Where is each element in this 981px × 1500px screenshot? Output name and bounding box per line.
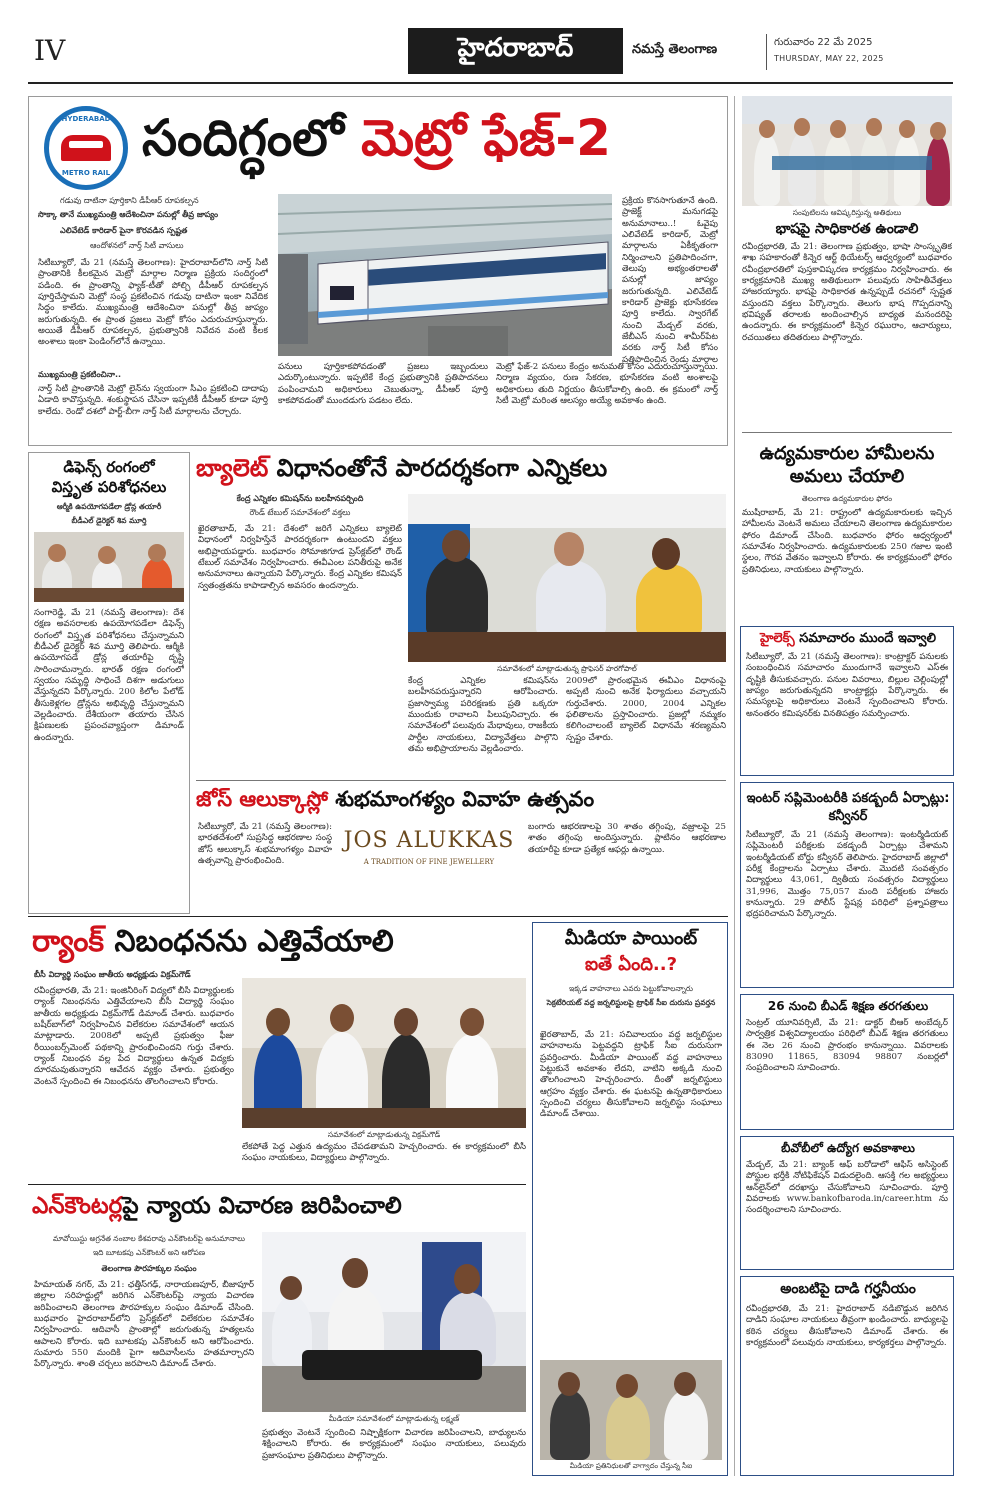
page-number: IV [34,34,66,67]
rank-headline-rest: నిబంధనను ఎత్తివేయాలి [114,924,394,959]
encounter-headline [32,1194,526,1218]
masthead [28,28,953,76]
right-mid-headline: ఉద్యమకారుల హామీలను అమలు చేయాలి [759,443,935,488]
lead-col1-subhead: ముఖ్యమంత్రి ప్రకటించినా.. [38,370,122,379]
media-sub-1: ఇక్కడ వాహనాలు ఎవరు పెట్టుకోవాలన్నారు [569,984,693,993]
metro-train-illustration [278,194,612,356]
defense-body: సంగారెడ్డి, మే 21 (నమస్తే తెలంగాణ): దేశ రక్షణ అవసరాలకు ఉపయోగపడేలా డిఫెన్స్ రంగంలో విస్తృత పరిశోధనలు చేస్తున్నామని బీడీఎల్ డైరెక్టర్ శివ మూర్తి తెలిపారు. ఆర్మీకి ఉపయోగపడే డ్రోన్ల తయారీపై దృష్టి సారించామన్నారు. భారత్ రక్షణ రంగంలో స్వయం సమృద్ధి సాధించే దిశగా అడుగులు వేస్తున్నదని పేర్కొన్నారు. 200 కిలోల పేలోడ్ తీసుకెళ్లగల డ్రోన్లను అభివృద్ధి చేస్తున్నామని వెల్లడించారు. దేశీయంగా తయారు చేసిన క్షిపణులకు ప్రపంచవ్యాప్తంగా డిమాండ్ ఉందన్నారు. [34,608,184,743]
rank-caption: సమావేశంలో మాట్లాడుతున్న విక్రమ్‌గౌడ్ [327,1130,441,1139]
rank-headline [32,926,532,958]
rank-col2: లేకపోతే పెద్ద ఎత్తున ఉద్యమం చేపడతామని హెచ్చరించారు. ఈ కార్యక్రమంలో బీసీ సంఘం నాయకులు, విద్యార్థులు పాల్గొన్నారు. [242,1142,526,1164]
hylex-headline-red: హైలెక్స్ [759,631,795,646]
bed-classes-body: సెంట్రల్ యూనివర్సిటీ, మే 21: డాక్టర్ బీఆర్ అంబేద్కర్ సార్వత్రిక విశ్వవిద్యాలయం పరిధిలో బీఎడ్ శిక్షణ తరగతులు ఈ నెల 26 నుంచి ప్రారంభం కానున్నాయి. వివరాలకు 83090 11865, 83094 98807 నంబర్లలో సంప్రదించాలని సూచించారు. [746,1018,948,1074]
media-body: ఖైరతాబాద్, మే 21: సచివాలయం వద్ద జర్నలిస్టుల వాహనాలను పెట్టవద్దని ట్రాఫిక్ సీఐ దురుసుగా ప్రవర్తించారు. మీడియా పాయింట్ వద్ద వాహనాలు పెట్టుకునే అవకాశం లేదని, వాటిని అక్కడి నుంచి తొలగించాలని హెచ్చరించారు. దీంతో జర్నలిస్టులు ఆగ్రహం వ్యక్తం చేశారు. ఈ ఘటనపై ఉన్నతాధికారులు స్పందించి చర్యలు తీసుకోవాలని జర్నలిస్టు సంఘాలు డిమాండ్ చేశాయి. [540,1030,722,1120]
rank-col1: రవీంద్రభారతి, మే 21: ఇంజినీరింగ్ విద్యలో బీసీ విద్యార్థులకు ర్యాంక్ నిబంధనను ఎత్తివేయాలని బీసీ విద్యార్థి సంఘం జాతీయ అధ్యక్షుడు విక్రమ్‌గౌడ్ డిమాండ్ చేశారు. బుధవారం బషీర్‌బాగ్‌లో నిర్వహించిన విలేకరుల సమావేశంలో ఆయన మాట్లాడారు. 2008లో అప్పటి ప్రభుత్వం ఫీజు రీయింబర్స్‌మెంట్ పథకాన్ని ప్రారంభించిందని గుర్తు చేశారు. ర్యాంక్ నిబంధన వల్ల పేద విద్యార్థులు ఉన్నత విద్యకు దూరమవుతున్నారని ఆవేదన వ్యక్తం చేశారు. ప్రభుత్వం వెంటనే స్పందించి ఈ నిబంధనను తొలగించాలని కోరారు. [34,986,234,1087]
ballot-headline [196,456,726,481]
date-telugu: గురువారం 22 మే 2025 [774,37,873,48]
encounter-sub-1: మావోయిస్టు అగ్రనేత నంబాల కేశవరావు ఎన్‌కౌంటర్‌పై అనుమానాలు [52,1234,245,1243]
defense-headline-1: డిఫెన్స్ రంగంలో [63,458,155,476]
inter-supplementary-headline: ఇంటర్ సప్లిమెంటరీకి పకడ్బందీ ఏర్పాట్లు: కన్వీనర్ [746,791,950,824]
ballot-col1: ఖైరతాబాద్, మే 21: దేశంలో జరిగే ఎన్నికలు బ్యాలెట్ విధానంలో నిర్వహిస్తేనే పారదర్శకంగా ఉంటుందని వక్తలు అభిప్రాయపడ్డారు. బుధవారం సోమాజిగూడ ప్రెస్‌క్లబ్‌లో రౌండ్ టేబుల్ సమావేశం నిర్వహించారు. ఈవీఎంల పనితీరుపై అనేక అనుమానాలు ఉన్నాయని పేర్కొన్నారు. కేంద్ర ఎన్నికల కమిషన్ స్వతంత్రతను కాపాడాల్సిన అవసరం ఉందన్నారు. [198,524,402,591]
encounter-photo [262,1232,526,1412]
book-release-caption: సంపుటిలను ఆవిష్కరిస్తున్న అతిథులు [792,208,902,217]
media-caption: మీడియా ప్రతినిధులతో వాగ్వాదం చేస్తున్న సీఐ [569,1462,693,1470]
defense-photo [34,532,184,602]
jos-logo-tagline: A TRADITION OF FINE JEWELLERY [363,858,495,866]
lead-deck-3: ఎలివేటెడ్ కారిడార్ పైనా కొరవడిన స్పష్టత [60,226,188,235]
encounter-headline-rest: పై న్యాయ విచారణ జరిపించాలి [122,1193,402,1219]
bob-jobs-headline: బీవోబీలో ఉద్యోగ అవకాశాలు [781,1141,915,1155]
media-sub-2: సెక్రటేరియట్ వద్ద జర్నలిస్టులపై ట్రాఫిక్ సీఐ దురుసు ప్రవర్తన [546,998,716,1007]
jos-headline-rest: లో శుభమాంగళ్యం వివాహ ఉత్సవం [327,787,595,811]
logo-bottom-text: METRO RAIL [61,169,111,177]
microphones-icon [302,1350,482,1380]
encounter-headline-red: ఎన్‌కౌంటర్ల [32,1193,123,1219]
inter-supplementary-body: సిటీబ్యూరో, మే 21 (నమస్తే తెలంగాణ): ఇంటర్మీడియట్ సప్లిమెంటరీ పరీక్షలకు పకడ్బందీ ఏర్పాట్లు చేశామని ఇంటర్మీడియట్ బోర్డు కన్వీనర్ తెలిపారు. హైదరాబాద్ జిల్లాలో పరీక్ష కేంద్రాలను ఏర్పాటు చేశారు. మొదటి సంవత్సరం విద్యార్థులు 43,061, ద్వితీయ సంవత్సరం విద్యార్థులు 31,996, మొత్తం 75,057 మంది పరీక్షలకు హాజరు కానున్నారు. 29 పోలీస్ స్టేషన్ల పరిధిలో ప్రశ్నాపత్రాలు భద్రపరిచామని పేర్కొన్నారు. [746,830,948,920]
hylex-headline [746,632,950,646]
rank-photo [242,978,526,1128]
media-headline-1: మీడియా పాయింట్ [564,928,698,949]
lead-deck-1: గడువు దాటినా పూర్తికాని డీపీఆర్ రూపకల్పన [60,196,199,205]
ballot-col3: 2009లో ప్రారంభమైన ఈవీఎం విధానంపై అప్పటి నుంచి అనేక ఫిర్యాదులు వచ్చాయని గుర్తుచేశారు. 2000, 2004 ఎన్నికల ఫలితాలను ప్రస్తావించారు. ప్రజల్లో నమ్మకం కలిగించాలంటే బ్యాలెట్ విధానమే శరణ్యమని స్పష్టం చేశారు. [566,676,726,743]
media-headline-2: ఐతే ఏంది..? [584,954,678,975]
defense-headline-2: విస్తృత పరిశోధనలు [51,478,167,496]
hylex-headline-rest: సమాచారం ముందే ఇవ్వాలి [799,631,937,646]
encounter-col2: ప్రభుత్వం వెంటనే స్పందించి నిష్పాక్షికంగా విచారణ జరిపించాలని, బాధ్యులను శిక్షించాలని కోరారు. ఈ కార్యక్రమంలో సంఘం నాయకులు, పలువురు ప్రజాసంఘాల ప్రతినిధులు పాల్గొన్నారు. [262,1428,526,1461]
book-release-photo [742,96,952,206]
jos-headline-red: జోస్ ఆలుక్కాస్ [196,787,328,811]
lead-bottom-2: మెట్రో ఫేజ్-2 పనులు కేంద్రం అనుమతి కోసం ఎదురుచూస్తున్నాయి. నిర్మాణ వ్యయం, రుణ సేకరణ, భూసేకరణ వంటి అంశాలపై అధికారులు తుది నిర్ణయం తీసుకోవాల్సి ఉంది. ఈ క్రమంలో నార్త్ సిటీ మెట్రో మరింత ఆలస్యం అయ్యే అవకాశం ఉంది. [496,362,718,407]
ballot-photo [408,494,726,662]
ballot-col2: కేంద్ర ఎన్నికల కమిషన్‌ను బలహీనపరుస్తున్నారని ఆరోపించారు. ప్రజాస్వామ్య పరిరక్షణకు ప్రతి ఒక్కరూ ముందుకు రావాలని పిలుపునిచ్చారు. ఈ సమావేశంలో పలువురు మేధావులు, రాజకీయ పార్టీల నాయకులు, విద్యావేత్తలు పాల్గొని తమ అభిప్రాయాలను వెల్లడించారు. [408,676,558,755]
ballot-sub-2: రౌండ్ టేబుల్ సమావేశంలో వక్తలు [249,508,351,517]
date-english: THURSDAY, MAY 22, 2025 [774,54,884,63]
train-icon [61,135,111,161]
hylex-body: సిటీబ్యూరో, మే 21 (నమస్తే తెలంగాణ): కాంట్రాక్టర్ పనులకు సంబంధించిన సమాచారం ముందుగానే ఇవ్వాలని ఎస్‌ఈ దృష్టికి తీసుకువచ్చారు. పనుల వివరాలు, బిల్లుల చెల్లింపుల్లో జాప్యం జరుగుతున్నదని కాంట్రాక్టర్లు పేర్కొన్నారు. ఈ సమస్యలపై అధికారులు వెంటనే స్పందించాలని కోరారు. అనంతరం కమిషనర్‌కు వినతిపత్రం సమర్పించారు. [746,652,948,719]
ballot-caption: సమావేశంలో మాట్లాడుతున్న ప్రొఫెసర్ హరగోపాల్ [497,664,637,673]
jos-logo-text: JOS ALUKKAS [343,828,515,853]
ballot-sub-1: కేంద్ర ఎన్నికల కమిషన్‌ను బలహీనపర్చింది [236,494,364,503]
lead-headline [142,109,712,167]
logo-top-text: HYDERABAD [61,115,111,123]
bob-jobs-body: మేడ్చల్, మే 21: బ్యాంక్ ఆఫ్ బరోడాలో ఆఫీస్ అసిస్టెంట్ పోస్టుల భర్తీకి నోటిఫికేషన్ విడుదలైంది. ఆసక్తి గల అభ్యర్థులు ఆన్‌లైన్‌లో దరఖాస్తు చేసుకోవాలని సూచించారు. పూర్తి వివరాలకు www.bankofbaroda.in/career.htm ను సందర్శించాలని సూచించారు. [746,1160,948,1216]
rank-sub: బీసీ విద్యార్థి సంఘం జాతీయ అధ్యక్షుడు విక్రమ్‌గౌడ్ [34,970,191,979]
lead-col1-text: సిటీబ్యూరో, మే 21 (నమస్తే తెలంగాణ): హైదరాబాద్‌లోని నార్త్ సిటీ ప్రాంతానికి కీలకమైన మెట్రో మార్గాల నిర్మాణ ప్రక్రియ సందిగ్ధంలో పడింది. ఈ ప్రాంతాన్ని ఫ్యాక్-టీతో పోల్చి డీపీఆర్ రూపకల్పన పూర్తిచేస్తామని మెట్రో సంస్థ ప్రకటించిన గడువు దాటినా ఇంకా నివేదిక సిద్ధం కాలేదు. ముఖ్యమంత్రి ఆదేశించినా పనుల్లో తీవ్ర జాప్యం జరుగుతున్నది. ఈ ప్రాంత ప్రజలు మెట్రో కోసం ఎదురుచూస్తున్నారు. అయితే డీపీఆర్ రూపకల్పన, ప్రభుత్వానికి నివేదన వంటి కీలక అంశాలు ఇంకా పెండింగ్‌లోనే ఉన్నాయి. [38,258,268,348]
encounter-caption: మీడియా సమావేశంలో మాట్లాడుతున్న లక్ష్మణ్ [328,1414,460,1423]
jos-col2: బంగారు ఆభరణాలపై 30 శాతం తగ్గింపు, వజ్రాలపై 25 శాతం తగ్గింపు అందిస్తున్నారు. ప్లాటినం ఆభరణాల తయారీపై కూడా ప్రత్యేక ఆఫర్లు ఉన్నాయి. [528,822,726,855]
media-photo [540,1360,722,1460]
encounter-body: హిమాయత్ నగర్, మే 21: ఛత్తీస్‌గఢ్, నారాయణపూర్, బీజాపూర్ జిల్లాల సరిహద్దుల్లో జరిగిన ఎన్‌కౌంటర్‌పై న్యాయ విచారణ జరిపించాలని తెలంగాణ పౌరహక్కుల సంఘం డిమాండ్ చేసింది. బుధవారం హైదరాబాద్‌లోని ప్రెస్‌క్లబ్‌లో విలేకరుల సమావేశం నిర్వహించారు. ఆదివాసీ ప్రాంతాల్లో జరుగుతున్న హత్యలను ఆపాలని కోరారు. ఇది బూటకపు ఎన్‌కౌంటర్ అని ఆరోపించారు. సుమారు 550 మందికి పైగా ఆదివాసీలను హతమార్చారని పేర్కొన్నారు. శాంతి చర్చలు జరపాలని డిమాండ్ చేశారు. [34,1280,254,1370]
right-mid-sub: తెలంగాణ ఉద్యమకారుల ఫోరం [801,494,893,503]
attack-condemn-headline: అంబటిపై దాడి గర్హనీయం [780,1281,916,1297]
jos-logo [338,824,520,876]
encounter-sub-3: తెలంగాణ పౌరహక్కుల సంఘం [101,1264,197,1273]
metro-rail-logo [44,106,128,190]
lead-bottom-1: పనులు పూర్తికాకపోవడంతో ప్రజలు ఇబ్బందులు ఎదుర్కొంటున్నారు. ఇప్పటికే కేంద్ర ప్రభుత్వానికి ప్రతిపాదనలు పంపించామని అధికారులు చెబుతున్నా, డీపీఆర్ పూర్తి కాకపోవడంతో ముందడుగు పడటం లేదు. [278,362,488,407]
defense-sub-2: బీడీఎల్ డైరెక్టర్ శివ మూర్తి [71,516,147,525]
right-mid-body: ముషీరాబాద్, మే 21: రాష్ట్రంలో ఉద్యమకారులకు ఇచ్చిన హామీలను వెంటనే అమలు చేయాలని తెలంగాణ ఉద్యమకారుల ఫోరం డిమాండ్ చేసింది. బుధవారం ఫోరం ఆధ్వర్యంలో సమావేశం నిర్వహించారు. ఉద్యమకారులకు 250 గజాల ఇంటి స్థలం, గౌరవ వేతనం ఇవ్వాలని కోరారు. ఈ కార్యక్రమంలో ఫోరం ప్రతినిధులు, నాయకులు పాల్గొన్నారు. [742,508,952,575]
lead-headline-black: సందిగ్ధంలో [142,109,344,167]
lead-col1b-text: నార్త్ సిటీ ప్రాంతానికి మెట్రో లైన్‌ను స్వయంగా సీఎం ప్రకటించి దాదాపు ఏడాది కావొస్తున్నది. శంకుస్థాపన చేసినా ఇప్పటికీ డీపీఆర్ కూడా పూర్తి కాలేదు. రెండో దశలో పార్ట్-బీగా నార్త్ సిటీ మార్గాలను చేర్చారు. [38,384,268,417]
bed-classes-headline: 26 నుంచి బీఎడ్ శిక్షణ తరగతులు [767,999,929,1013]
jos-headline [196,788,726,810]
lead-col2-text: ప్రక్రియ కొనసాగుతూనే ఉంది. ప్రాజెక్ట్ మనుగడపై అనుమానాలు..! ఓవైపు ఎలివేటెడ్ కారిడార్, మెట్రో మార్గాలను ఏకీకృతంగా నిర్మించాలని ప్రతిపాదించగా, తెలుపు అభ్యంతరాలతో పనుల్లో జాప్యం జరుగుతున్నది. ఎలివేటెడ్ కారిడార్ ప్రాజెక్టు భూసేకరణ పూర్తి కాలేదు. స్వారగేట్ నుంచి మేడ్చల్ వరకు, జేబీఎస్ నుంచి శామీర్‌పేట వరకు నార్త్ సిటీ కోసం ప్రతిపాదించిన రెండు మార్గాల [622,196,718,364]
paper-name: నమస్తే తెలంగాణ [632,42,718,57]
lead-headline-red: మెట్రో ఫేజ్-2 [361,109,611,167]
ballot-headline-rest: విధానంతోనే పారదర్శకంగా ఎన్నికలు [276,454,608,482]
defense-sub-1: ఆర్మీకి ఉపయోగపడేలా డ్రోన్ల తయారీ [56,502,162,511]
ballot-headline-red: బ్యాలెట్ [196,454,269,482]
encounter-sub-2: ఇది బూటకపు ఎన్‌కౌంటర్ అని ఆరోపణ [92,1248,206,1257]
lead-deck-4: ఆందోళనలో నార్త్ సిటీ వాసులు [90,241,184,250]
metro-train-photo [278,194,612,356]
section-name: హైదరాబాద్ [457,33,574,63]
lead-deck-2: సొక్కా తానే ముఖ్యమంత్రి ఆదేశించినా పనుల్లో తీవ్ర జాప్యం [38,210,219,219]
attack-condemn-body: రవీంద్రభారతి, మే 21: హైదరాబాద్ నడిబొడ్డున జరిగిన దాడిని సంఘాల నాయకులు తీవ్రంగా ఖండించారు. బాధ్యులపై కఠిన చర్యలు తీసుకోవాలని డిమాండ్ చేశారు. ఈ కార్యక్రమంలో పలువురు నాయకులు, కార్యకర్తలు పాల్గొన్నారు. [746,1304,948,1349]
right-top-body: రవీంద్రభారతి, మే 21: తెలంగాణ ప్రభుత్వం, భాషా సాంస్కృతిక శాఖ సహకారంతో కిన్నెర ఆర్ట్ థియేటర్స్ ఆధ్వర్యంలో బుధవారం రవీంద్రభారతిలో పుస్తకావిష్కరణ కార్యక్రమం నిర్వహించారు. ఈ కార్యక్రమానికి ముఖ్య అతిథులుగా పలువురు సాహితీవేత్తలు హాజరయ్యారు. భాషపై సాధికారత ఉన్నప్పుడే రచనలో స్పష్టత వస్తుందని వక్తలు పేర్కొన్నారు. తెలుగు భాష గొప్పదనాన్ని భవిష్యత్ తరాలకు అందించాల్సిన బాధ్యత మనందరిపై ఉందన్నారు. ఈ కార్యక్రమంలో కిన్నెర రఘురాం, ఆచార్యులు, రచయితలు తదితరులు పాల్గొన్నారు. [742,242,952,343]
jos-col1: సిటీబ్యూరో, మే 21 (నమస్తే తెలంగాణ): భారతదేశంలో సుప్రసిద్ధ ఆభరణాల సంస్థ జోస్ ఆలుక్కాస్ శుభమాంగళ్యం వివాహ ఉత్సవాన్ని ప్రారంభించింది. [198,822,332,867]
right-top-headline: భాషపై సాధికారత ఉండాలి [775,221,919,237]
rank-headline-red: ర్యాంక్ [32,924,105,959]
